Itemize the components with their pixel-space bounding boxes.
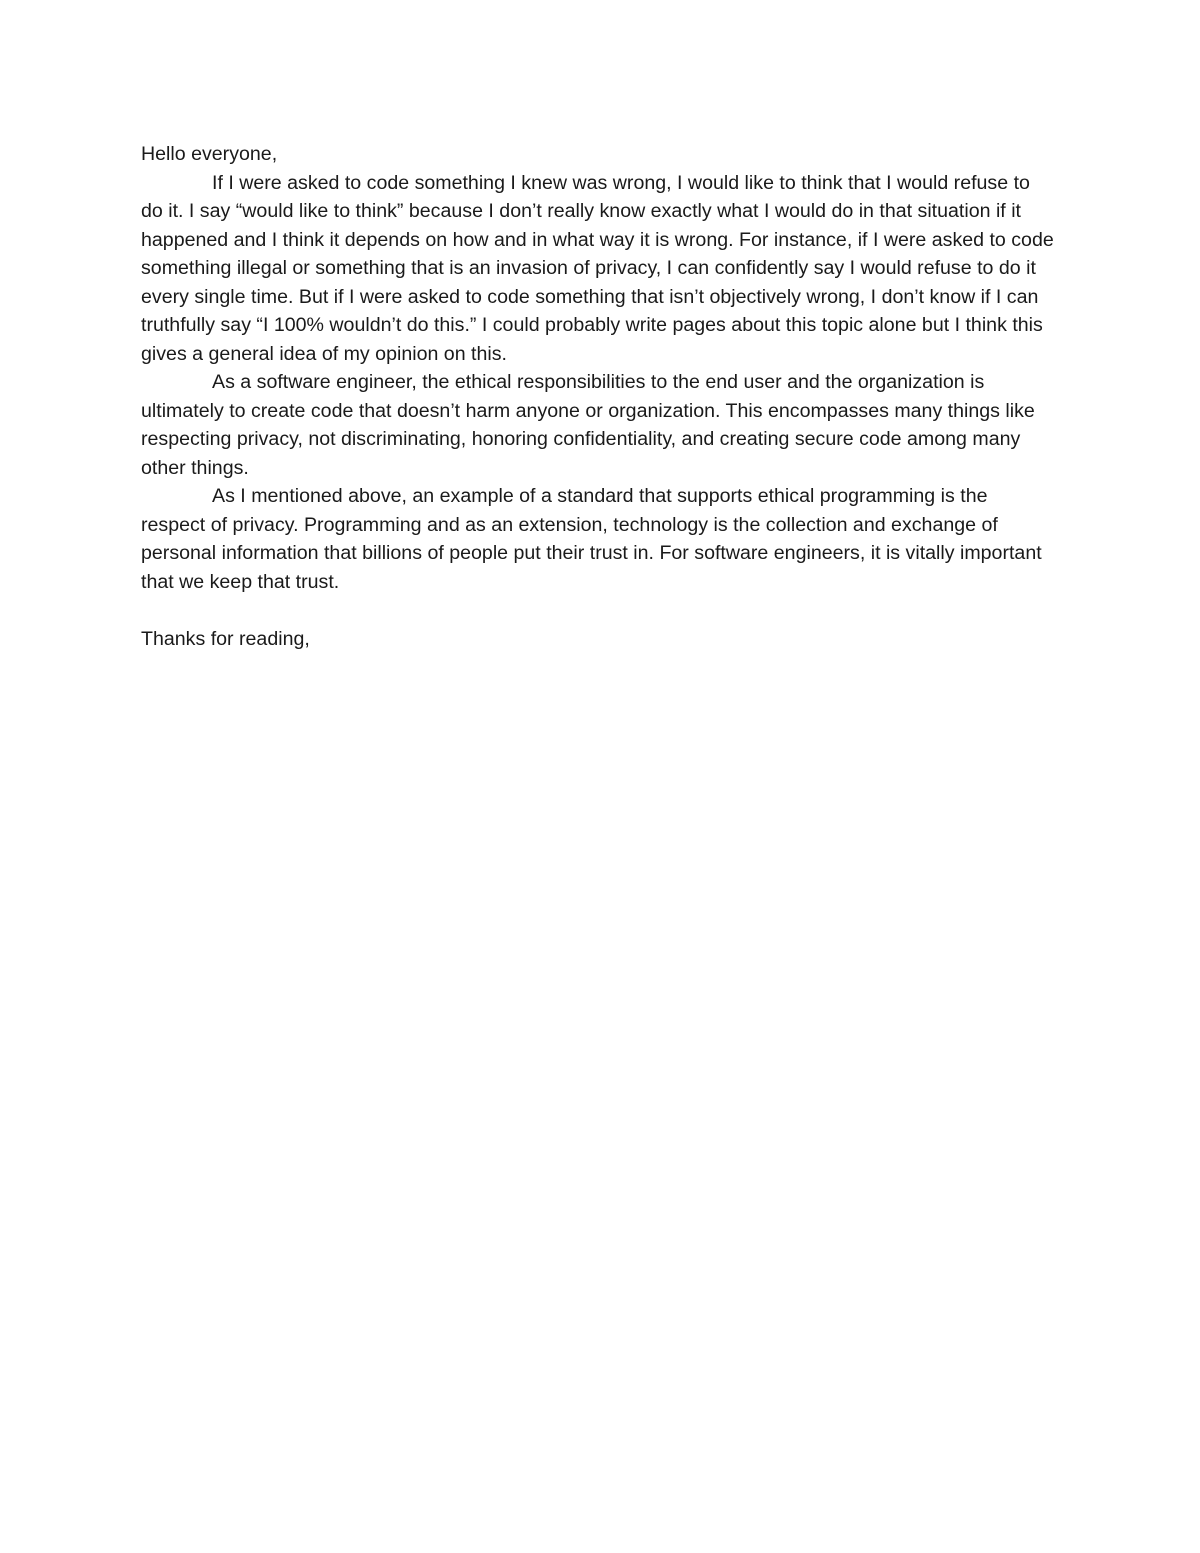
paragraph-2: As a software engineer, the ethical responsibilities to the end user and the organization is ultimately to create code that doesn’t harm anyone or organization. This encompasses many things like respecting privacy, not discriminating, honoring confidentiality, and creating secure code among many other things. [141, 371, 1035, 479]
paragraph-3: As I mentioned above, an example of a standard that supports ethical programming is the respect of privacy. Programming and as an extension, technology is the collection and exchange of personal information that billions of people put their trust in. For software engineers, it is vitally important that we keep that trust. [141, 485, 1042, 593]
closing: Thanks for reading, [141, 627, 310, 650]
document-body [141, 140, 1056, 653]
blank-line [141, 596, 1056, 625]
paragraph-1: If I were asked to code something I knew was wrong, I would like to think that I would refuse to do it. I say “would like to think” because I don’t really know exactly what I would do in that situation if it happened and I think it depends on how and in what way it is wrong. For instance, if I were asked to code something illegal or something that is an invasion of privacy, I can confidently say I would refuse to do it every single time. But if I were asked to code something that isn’t objectively wrong, I don’t know if I can truthfully say “I 100% wouldn’t do this.” I could probably write pages about this topic alone but I think this gives a general idea of my opinion on this. [141, 171, 1054, 365]
greeting: Hello everyone, [141, 143, 278, 165]
